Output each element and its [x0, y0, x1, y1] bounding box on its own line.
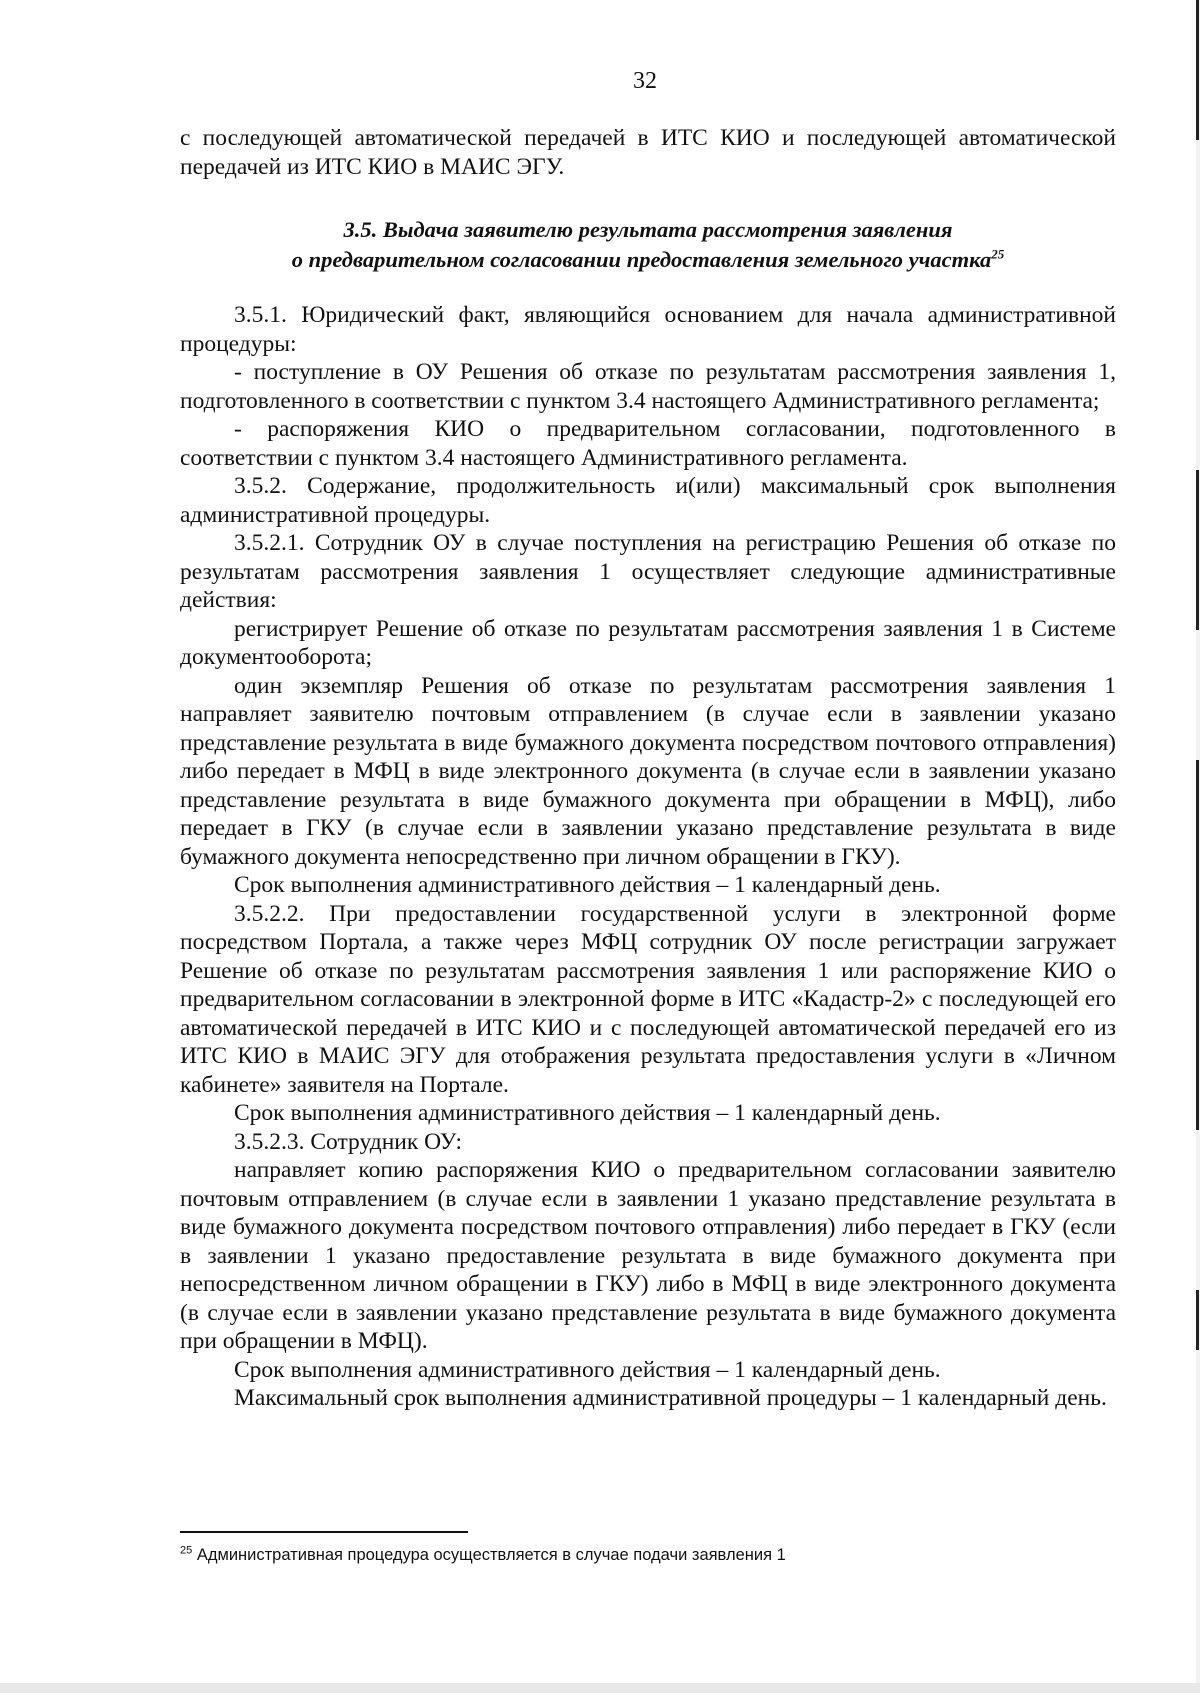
footnote-text: Административная процедура осуществляется в случае подачи заявления 1: [196, 1546, 786, 1564]
paragraph: Срок выполнения административного действия – 1 календарный день.: [234, 1100, 941, 1126]
paragraph: один экземпляр Решения об отказе по результатам рассмотрения заявления 1 направляет заявителю почтовым отправлением (в случае если в заявлении указано представление результата в виде бумажного документа посредством почтового отправления) либо передает в МФЦ в виде электронного документа (в случае если в заявлении указано представление результата в виде бумажного документа при обращении в МФЦ), либо передает в ГКУ (в случае если в заявлении указано представление результата в виде бумажного документа непосредственно при личном обращении в ГКУ).: [180, 672, 1116, 870]
scan-edge-mark: [1196, 470, 1199, 630]
document-body: [180, 124, 1116, 1413]
scan-edge-mark: [1196, 760, 1199, 1130]
intro-paragraph: с последующей автоматической передачей в ИТС КИО и последующей автоматической передачей из ИТС КИО в МАИС ЭГУ.: [180, 125, 1116, 180]
footnote: [180, 1544, 1080, 1566]
paragraph: 3.5.2.1. Сотрудник ОУ в случае поступления на регистрацию Решения об отказе по результатам рассмотрения заявления 1 осуществляет следующие административные действия:: [180, 530, 1116, 613]
footnote-reference: 25: [991, 246, 1005, 262]
paragraph: 3.5.2.2. При предоставлении государственной услуги в электронной форме посредством Портала, а также через МФЦ сотрудник ОУ после регистрации загружает Решение об отказе по результатам рассмотрения заявления 1 или распоряжение КИО о предварительном согласовании в электронной форме в ИТС «Кадастр-2» с последующей его автоматической передачей в ИТС КИО и с последующей автоматической передачей его из ИТС КИО в МАИС ЭГУ для отображения результата предоставления услуги в «Личном кабинете» заявителя на Портале.: [180, 900, 1116, 1098]
paragraph: Срок выполнения административного действия – 1 календарный день.: [234, 1356, 941, 1383]
paragraph: 3.5.2.3. Сотрудник ОУ:: [234, 1128, 463, 1155]
paragraph: направляет копию распоряжения КИО о предварительном согласовании заявителю почтовым отправлением (в случае если в заявлении 1 указано представление результата в виде бумажного документа посредством почтового отправления) либо передает в ГКУ (если в заявлении 1 указано предоставление результата в виде бумажного документа при непосредственном личном обращении в ГКУ) либо в МФЦ в виде электронного документа (в случае если в заявлении указано представление результата в виде бумажного документа при обращении в МФЦ).: [180, 1157, 1116, 1354]
paragraph: - поступление в ОУ Решения об отказе по результатам рассмотрения заявления 1, подготовленного в соответствии с пунктом 3.4 настоящего Административного регламента;: [180, 359, 1116, 414]
section-heading-line1: 3.5. Выдача заявителю результата рассмотрения заявления: [343, 217, 953, 242]
paragraph: 3.5.2. Содержание, продолжительность и(или) максимальный срок выполнения административной процедуры.: [180, 473, 1116, 528]
footnote-divider: [180, 1531, 468, 1533]
scan-bottom-edge: [0, 1683, 1200, 1693]
paragraph: - распоряжения КИО о предварительном согласовании, подготовленного в соответствии с пунктом 3.4 настоящего Административного регламента.: [180, 416, 1116, 471]
paragraph: регистрирует Решение об отказе по результатам рассмотрения заявления 1 в Системе документооборота;: [180, 615, 1116, 670]
section-heading-line2: о предварительном согласовании предоставления земельного участка: [291, 247, 992, 272]
section-heading: [180, 215, 1116, 275]
scan-edge-mark: [1196, 1290, 1199, 1350]
page-number: 32: [633, 68, 657, 94]
footnote-number: 25: [180, 1544, 193, 1557]
paragraph: Срок выполнения административного действия – 1 календарный день.: [234, 872, 941, 898]
paragraph: 3.5.1. Юридический факт, являющийся основанием для начала административной процедуры:: [180, 302, 1116, 357]
paragraph: Максимальный срок выполнения административной процедуры – 1 календарный день.: [234, 1385, 1107, 1411]
